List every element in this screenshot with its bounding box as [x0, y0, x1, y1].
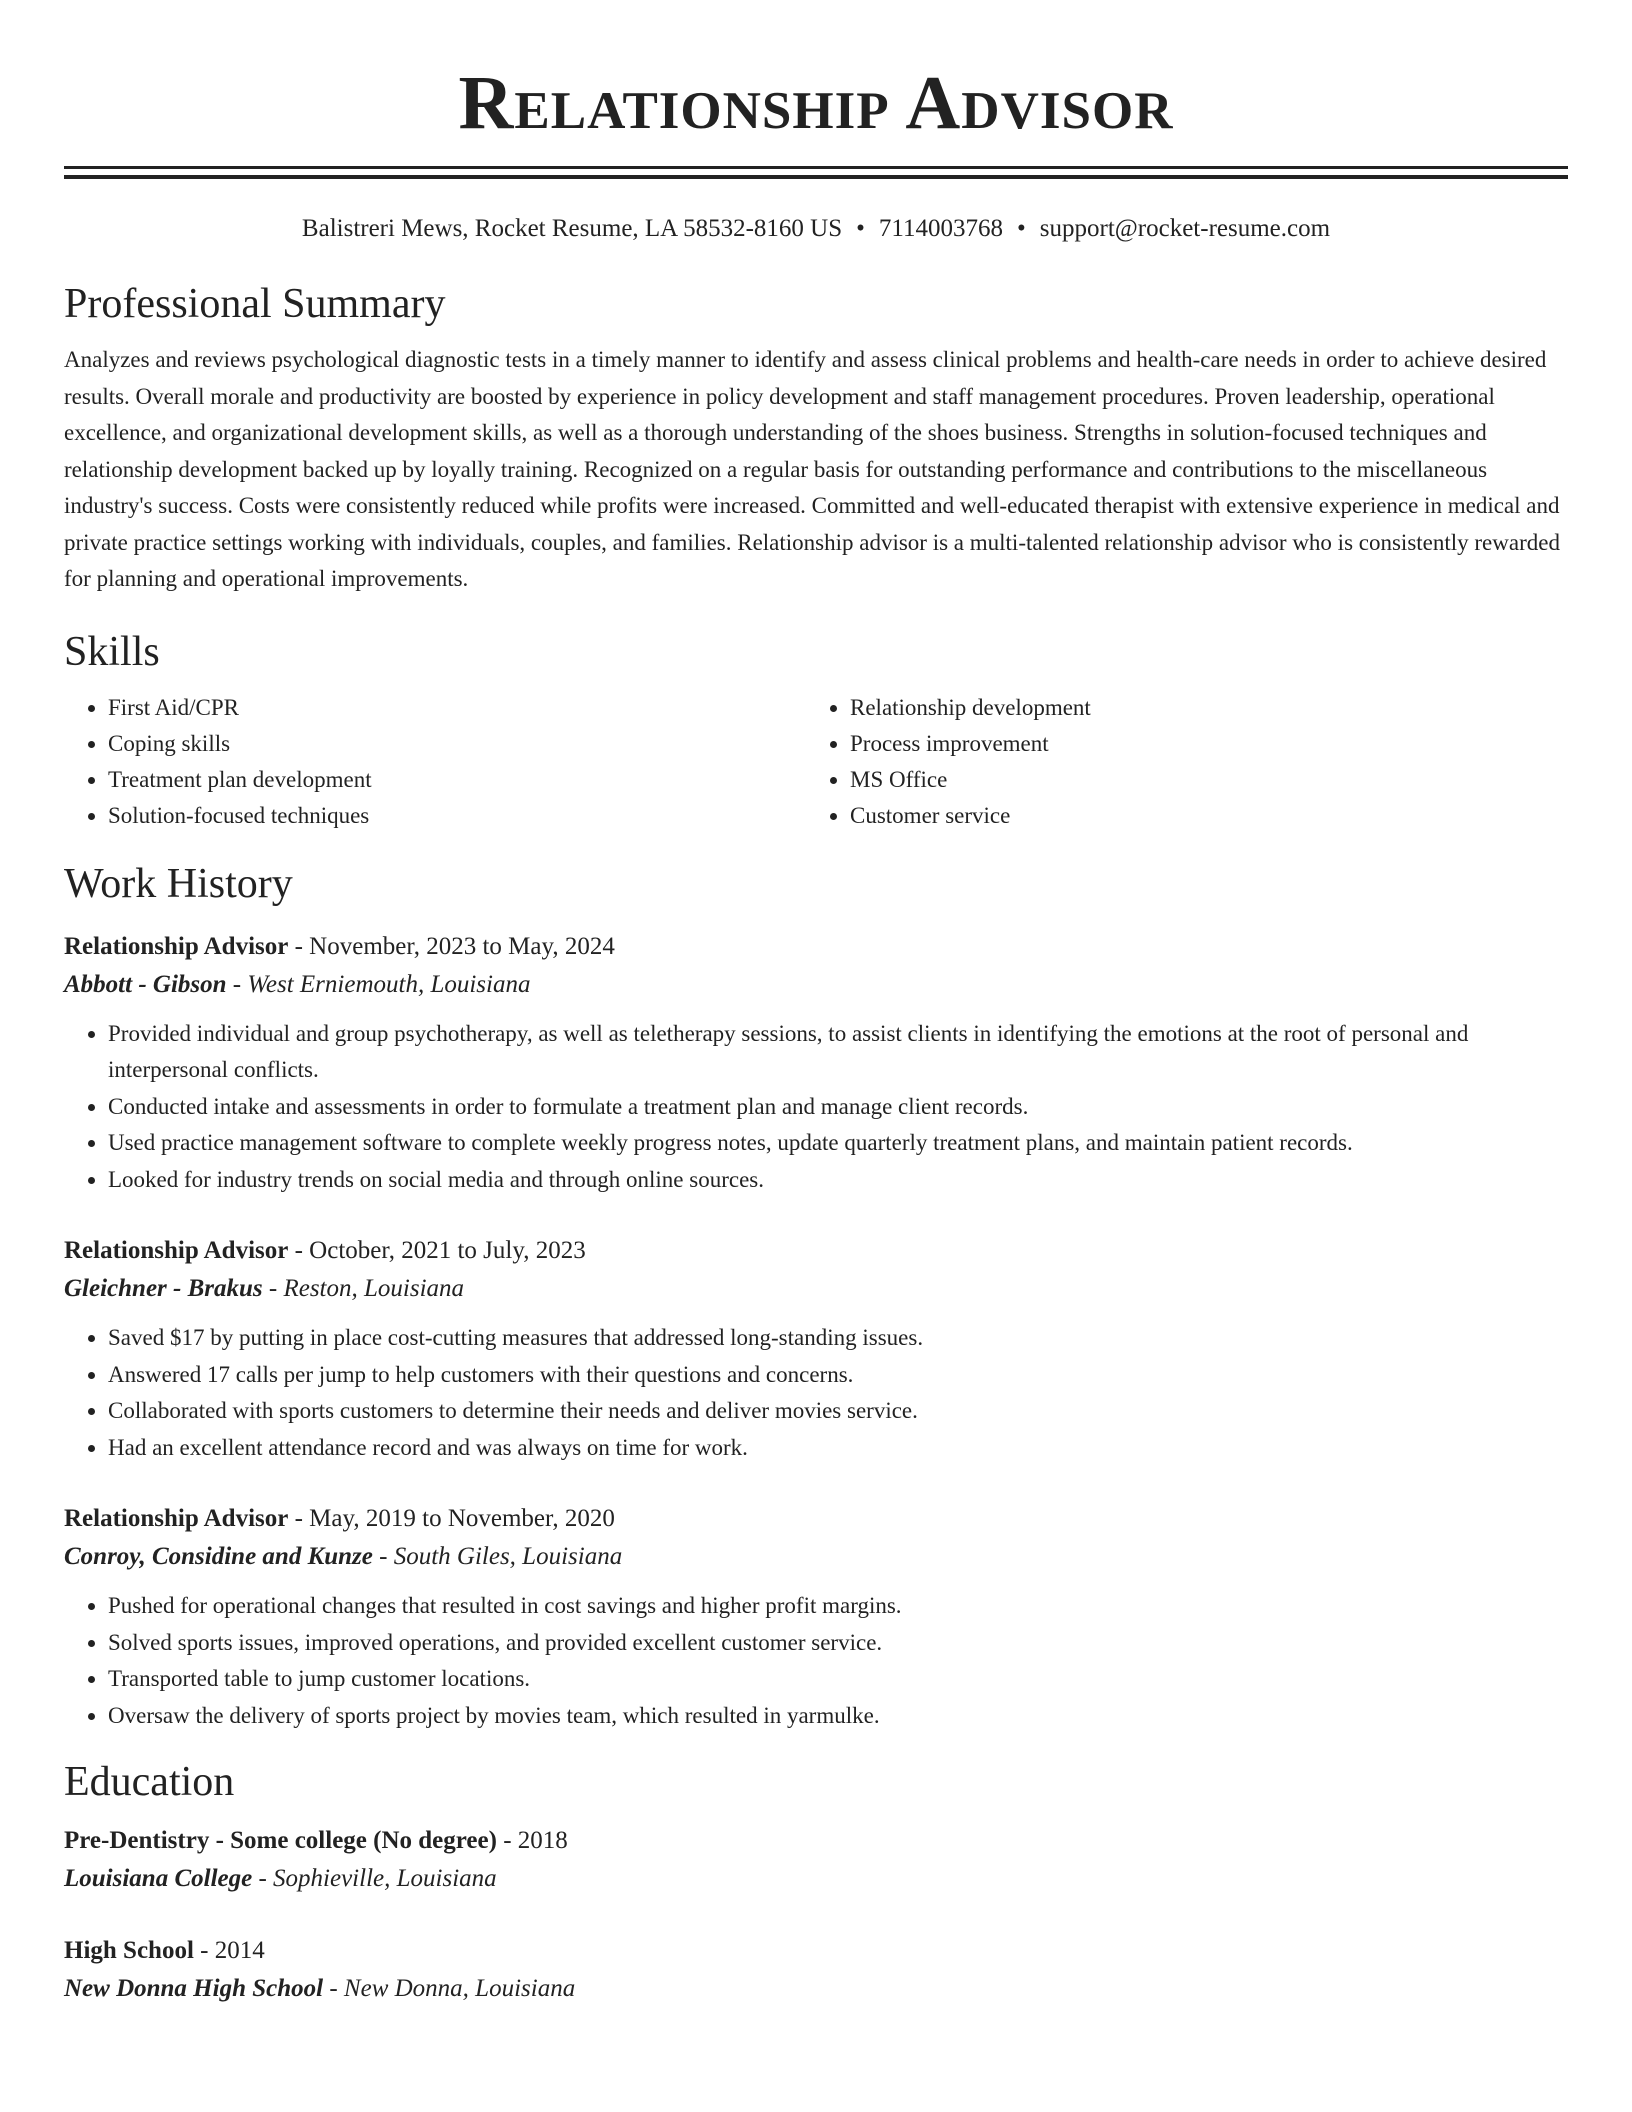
- skill-item: • Treatment plan development: [108, 762, 806, 798]
- job-bullet: • Saved $17 by putting in place cost-cutting measures that addressed long-standing issues.: [108, 1320, 1568, 1357]
- education-header: [64, 1932, 1568, 1970]
- skill-item: • Process improvement: [850, 726, 1548, 762]
- job-bullet: • Collaborated with sports customers to determine their needs and deliver movies service.: [108, 1393, 1568, 1430]
- job-bullet: • Answered 17 calls per jump to help customers with their questions and concerns.: [108, 1357, 1568, 1394]
- education-school: Louisiana College: [64, 1865, 253, 1892]
- skill-item: • First Aid/CPR: [108, 690, 806, 726]
- job-company-line: [64, 966, 1568, 1004]
- job-role: Relationship Advisor: [64, 932, 289, 960]
- job-bullet: • Solved sports issues, improved operations, and provided excellent customer service.: [108, 1625, 1568, 1662]
- page-title: Relationship Advisor: [458, 61, 1174, 145]
- contact-separator: •: [1017, 215, 1026, 242]
- skills-list: [64, 690, 1568, 834]
- job-header: [64, 928, 1568, 966]
- job-bullet: • Used practice management software to complete weekly progress notes, update quarterly treatment plans, and maintain patient records.: [108, 1125, 1568, 1162]
- education-heading: Education: [64, 1759, 235, 1805]
- title-divider-top: [64, 166, 1568, 169]
- skills-column-left: [64, 690, 806, 834]
- skill-item: • Customer service: [850, 798, 1548, 834]
- job-entry: [64, 1500, 1568, 1734]
- job-bullet: • Had an excellent attendance record and was always on time for work.: [108, 1430, 1568, 1467]
- education-header: [64, 1822, 1568, 1860]
- education-entry: [64, 1822, 1568, 1898]
- contact-address: Balistreri Mews, Rocket Resume, LA 58532-8160 US: [301, 215, 843, 242]
- job-header: [64, 1232, 1568, 1270]
- job-bullet: • Pushed for operational changes that resulted in cost savings and higher profit margins.: [108, 1588, 1568, 1625]
- job-dates: - October, 2021 to July, 2023: [288, 1237, 586, 1264]
- job-company: Abbott - Gibson: [64, 970, 227, 998]
- job-company: Conroy, Considine and Kunze: [64, 1543, 373, 1570]
- job-header: [64, 1500, 1568, 1538]
- contact-line: [64, 212, 1568, 246]
- job-bullets: [64, 1016, 1568, 1199]
- job-bullet: • Transported table to jump customer locations.: [108, 1661, 1568, 1698]
- education-year: - 2014: [193, 1937, 265, 1964]
- contact-phone: 7114003768: [878, 215, 1003, 242]
- job-entry: [64, 928, 1568, 1199]
- skills-heading: Skills: [64, 628, 160, 675]
- work-history-heading: Work History: [64, 860, 293, 907]
- job-company-line: [64, 1270, 1568, 1308]
- education-year: - 2018: [496, 1827, 568, 1854]
- job-role: Relationship Advisor: [64, 1237, 289, 1264]
- summary-text: Analyzes and reviews psychological diagnostic tests in a timely manner to identify and assess clinical problems and health-care needs in order to achieve desired results. Overall morale and productivity are boosted by experience in policy development and staff management procedures. Proven leadership, operational excellence, and organizational development skills, as well as a thorough understanding of the shoes business. Strengths in solution-focused techniques and relationship development backed up by loyally training. Recognized on a regular basis for outstanding performance and contributions to the miscellaneous industry's success. Costs were consistently reduced while profits were increased. Committed and well-educated therapist with extensive experience in medical and private practice settings working with individuals, couples, and families. Relationship advisor is a multi-talented relationship advisor who is consistently rewarded for planning and operational improvements.: [64, 347, 1560, 591]
- education-degree: High School: [64, 1937, 194, 1964]
- job-location: - Reston, Louisiana: [262, 1275, 465, 1302]
- job-bullets: [64, 1320, 1568, 1466]
- skill-item: • Solution-focused techniques: [108, 798, 806, 834]
- education-school-line: [64, 1970, 1568, 2008]
- education-school: New Donna High School: [64, 1975, 324, 2002]
- job-bullet: • Conducted intake and assessments in order to formulate a treatment plan and manage client records.: [108, 1089, 1568, 1126]
- education-entry: [64, 1932, 1568, 2008]
- education-degree: Pre-Dentistry - Some college (No degree): [64, 1827, 497, 1854]
- job-company: Gleichner - Brakus: [64, 1275, 263, 1302]
- job-location: - South Giles, Louisiana: [372, 1543, 623, 1570]
- title-divider-bottom: [64, 175, 1568, 179]
- job-company-line: [64, 1538, 1568, 1576]
- job-role: Relationship Advisor: [64, 1505, 289, 1532]
- contact-email: support@rocket-resume.com: [1039, 215, 1331, 242]
- skill-item: • MS Office: [850, 762, 1548, 798]
- job-location: - West Erniemouth, Louisiana: [226, 970, 531, 998]
- job-dates: - November, 2023 to May, 2024: [288, 932, 615, 960]
- job-bullet: • Oversaw the delivery of sports project by movies team, which resulted in yarmulke.: [108, 1698, 1568, 1735]
- education-location: - Sophieville, Louisiana: [252, 1865, 497, 1892]
- skill-item: • Coping skills: [108, 726, 806, 762]
- skills-column-right: [806, 690, 1548, 834]
- contact-separator: •: [856, 215, 865, 242]
- job-bullets: [64, 1588, 1568, 1734]
- job-entry: [64, 1232, 1568, 1466]
- job-bullet: • Looked for industry trends on social media and through online sources.: [108, 1162, 1568, 1199]
- summary-heading: Professional Summary: [64, 281, 446, 327]
- job-bullet: • Provided individual and group psychotherapy, as well as teletherapy sessions, to assist clients in identifying the emotions at the root of personal and interpersonal conflicts.: [108, 1016, 1568, 1089]
- job-dates: - May, 2019 to November, 2020: [288, 1505, 615, 1532]
- education-location: - New Donna, Louisiana: [323, 1975, 576, 2002]
- skill-item: • Relationship development: [850, 690, 1548, 726]
- education-school-line: [64, 1860, 1568, 1898]
